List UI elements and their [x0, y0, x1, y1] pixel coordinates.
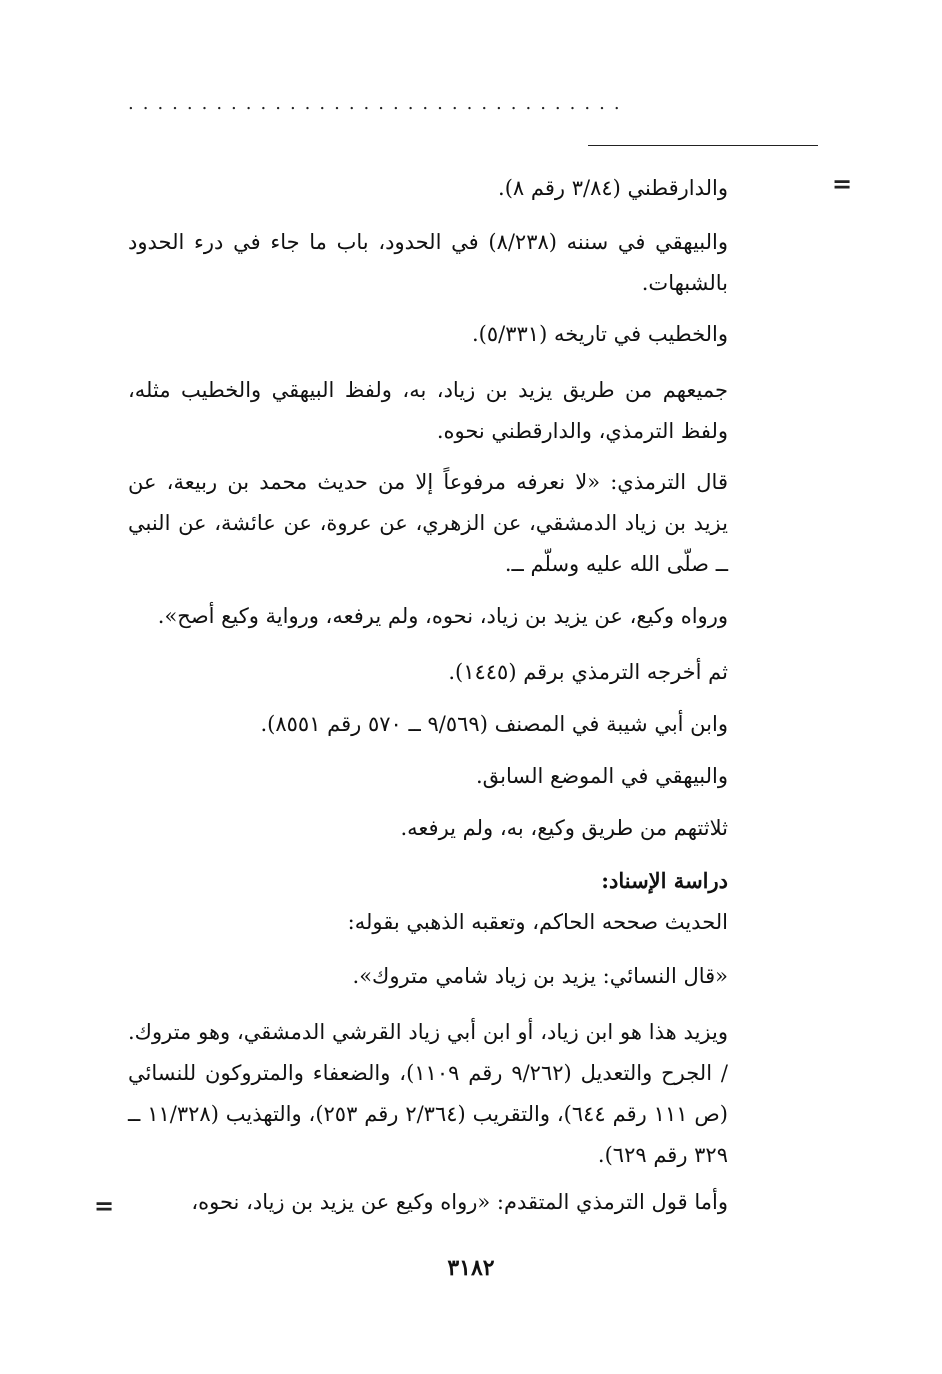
paragraph-bayhaqi-sunan: والبيهقي في سننه (٨/٢٣٨) في الحدود، باب ما جاء في درء الحدود بالشبهات. — [128, 230, 728, 295]
paragraph-khatib: والخطيب في تاريخه (٥/٣٣١). — [472, 322, 728, 346]
paragraph-bayhaqi-previous: والبيهقي في الموضع السابق. — [475, 764, 728, 788]
paragraph-tirmidhi-number: ثم أخرجه الترمذي برقم (١٤٤٥). — [448, 660, 728, 684]
section-heading: دراسة الإسناد: — [601, 868, 728, 893]
continuation-mark-top: = — [832, 169, 853, 198]
paragraph-tirmidhi-remark: وأما قول الترمذي المتقدم: «رواه وكيع عن يزيد بن زياد، نحوه، — [191, 1190, 728, 1214]
paragraph-waki-narration: ورواه وكيع، عن يزيد بن زياد، نحوه، ولم يرفعه، ورواية وكيع أصح». — [157, 604, 728, 628]
paragraph-hakim: الحديث صححه الحاكم، وتعقبه الذهبي بقوله: — [347, 910, 728, 934]
footnote-rule — [588, 145, 818, 146]
page-number: ٣١٨٢ — [447, 1255, 495, 1281]
paragraph-three-routes: ثلاثتهم من طريق وكيع، به، ولم يرفعه. — [400, 816, 728, 840]
paragraph-all-routes: جميعهم من طريق يزيد بن زياد، به، ولفظ البيهقي والخطيب مثله، ولفظ الترمذي، والدارقطني نحوه. — [128, 378, 728, 443]
paragraph-tirmidhi-quote: قال الترمذي: «لا نعرفه مرفوعاً إلا من حديث محمد بن ربيعة، عن يزيد بن زياد الدمشقي، عن الزهري، عن عروة، عن عائشة، عن النبي ــ صلّى الله عليه وسلّم ــ. — [128, 470, 728, 576]
paragraph-daraqutni: والدارقطني (٣/٨٤ رقم ٨). — [498, 176, 728, 200]
paragraph-narrator-note: ويزيد هذا هو ابن زياد، أو ابن أبي زياد القرشي الدمشقي، وهو متروك. / الجرح والتعديل (٩/٢٦٢ رقم ١١٠٩)، والضعفاء والمتروكون للنسائي (ص ١١١ رقم ٦٤٤)، والتقريب (٢/٣٦٤ رقم ٢٥٣)، والتهذيب (١١/٣٢٨ ــ ٣٢٩ رقم ٦٢٩). — [128, 1020, 729, 1167]
dotted-separator: .................................. — [128, 96, 629, 112]
continuation-mark-bottom: = — [94, 1191, 115, 1220]
paragraph-nasai-quote: «قال النسائي: يزيد بن زياد شامي متروك». — [352, 964, 728, 988]
paragraph-ibn-abi-shayba: وابن أبي شيبة في المصنف (٩/٥٦٩ ــ ٥٧٠ رقم ٨٥٥١). — [260, 712, 728, 736]
